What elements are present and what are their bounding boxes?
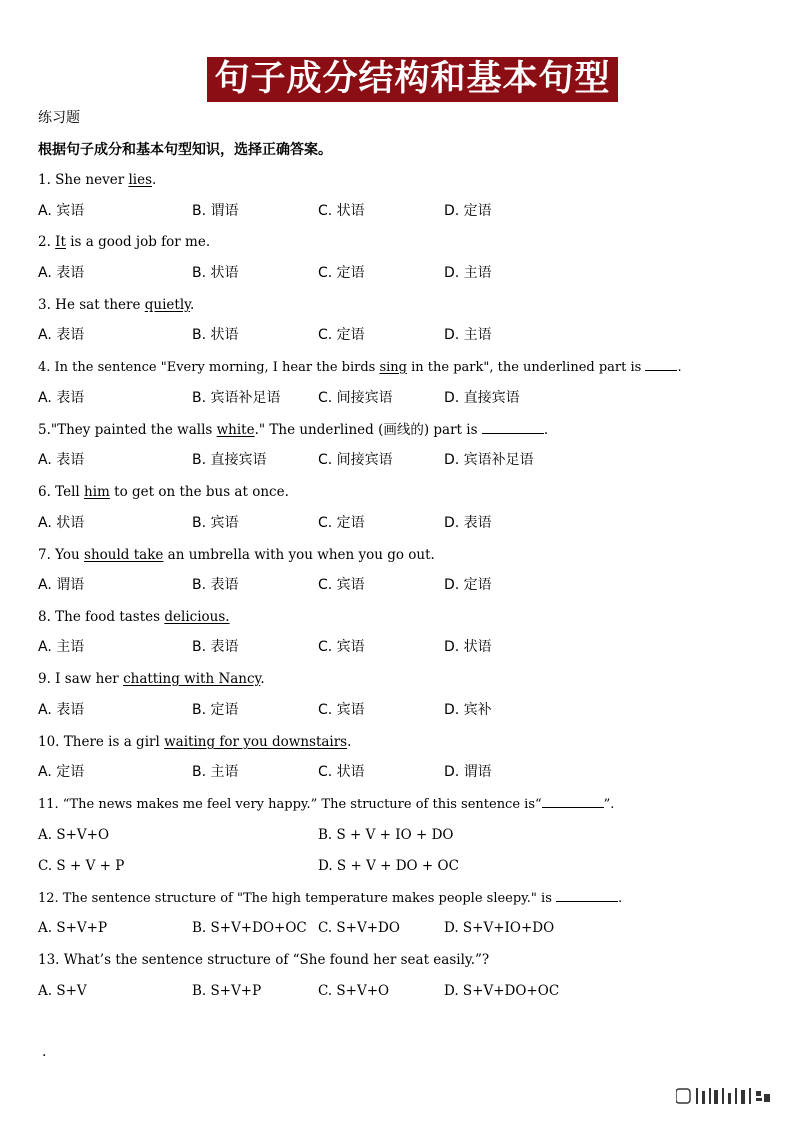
option-a[interactable]: A. S+V [38, 983, 87, 999]
option-c[interactable]: C. 间接宾语 [318, 390, 393, 406]
option-d[interactable]: D. 宾语补足语 [444, 452, 534, 468]
option-d[interactable]: D. S+V+DO+OC [444, 983, 560, 999]
option-b[interactable]: B. S + V + IO + DO [318, 827, 454, 843]
option-a[interactable]: A. 表语 [38, 702, 85, 718]
answer-blank[interactable] [542, 795, 604, 808]
option-d[interactable]: D. 主语 [444, 265, 492, 281]
option-d[interactable]: D. 直接宾语 [444, 390, 520, 406]
option-a[interactable]: A. 表语 [38, 265, 85, 281]
option-c[interactable]: C. 定语 [318, 515, 365, 531]
option-b[interactable]: B. S+V+DO+OC [192, 920, 307, 936]
option-d[interactable]: D. S + V + DO + OC [318, 858, 459, 874]
option-c[interactable]: C. 状语 [318, 203, 365, 219]
question-4: 4. In the sentence "Every morning, I hear the birds sing in the park", the underlined part is . [38, 360, 682, 375]
option-a[interactable]: A. 宾语 [38, 203, 85, 219]
underlined-part: white [216, 422, 255, 438]
option-b[interactable]: B. 定语 [192, 702, 239, 718]
underlined-part: him [84, 484, 110, 500]
option-d[interactable]: D. S+V+IO+DO [444, 920, 555, 936]
option-d[interactable]: D. 定语 [444, 577, 492, 593]
underlined-part: sing [379, 360, 407, 375]
option-c[interactable]: C. S+V+O [318, 983, 390, 999]
option-a[interactable]: A. 状语 [38, 515, 85, 531]
option-c[interactable]: C. 宾语 [318, 577, 365, 593]
answer-blank[interactable] [556, 889, 618, 902]
page-title: 句子成分结构和基本句型 [207, 57, 618, 102]
option-a[interactable]: A. 主语 [38, 639, 85, 655]
underlined-part: waiting for you downstairs [164, 734, 348, 750]
option-a[interactable]: A. 定语 [38, 764, 85, 780]
trailing-dot: . [42, 1044, 47, 1060]
question-5: 5."They painted the walls white." The underlined (画线的) part is . [38, 422, 549, 438]
watermark-logo [676, 1085, 772, 1107]
option-a[interactable]: A. S+V+O [38, 827, 110, 843]
question-6: 6. Tell him to get on the bus at once. [38, 484, 289, 500]
answer-blank[interactable] [482, 421, 544, 434]
subtitle: 练习题 [38, 110, 80, 126]
question-3: 3. He sat there quietly. [38, 297, 195, 313]
option-b[interactable]: B. 状语 [192, 265, 239, 281]
underlined-part: lies [128, 172, 153, 188]
option-d[interactable]: D. 状语 [444, 639, 492, 655]
option-d[interactable]: D. 定语 [444, 203, 492, 219]
option-a[interactable]: A. 表语 [38, 327, 85, 343]
option-d[interactable]: D. 表语 [444, 515, 492, 531]
option-c[interactable]: C. 宾语 [318, 639, 365, 655]
question-12: 12. The sentence structure of "The high temperature makes people sleepy." is . [38, 891, 623, 906]
option-b[interactable]: B. 表语 [192, 639, 239, 655]
option-b[interactable]: B. 直接宾语 [192, 452, 267, 468]
option-c[interactable]: C. 定语 [318, 265, 365, 281]
option-b[interactable]: B. 谓语 [192, 203, 239, 219]
underlined-part: delicious. [164, 609, 230, 625]
option-a[interactable]: A. 表语 [38, 390, 85, 406]
option-c[interactable]: C. 定语 [318, 327, 365, 343]
answer-blank[interactable] [645, 358, 677, 371]
underlined-part: should take [84, 547, 164, 563]
question-11: 11. “The news makes me feel very happy.” The structure of this sentence is“ ”. [38, 797, 615, 812]
option-a[interactable]: A. 表语 [38, 452, 85, 468]
option-b[interactable]: B. 宾语 [192, 515, 239, 531]
underlined-part: It [55, 234, 66, 250]
question-1: 1. She never lies. [38, 172, 157, 188]
option-c[interactable]: C. 间接宾语 [318, 452, 393, 468]
option-b[interactable]: B. S+V+P [192, 983, 262, 999]
option-c[interactable]: C. S + V + P [38, 858, 125, 874]
underlined-part: quietly [144, 297, 190, 313]
question-9: 9. I saw her chatting with Nancy. [38, 671, 265, 687]
option-d[interactable]: D. 宾补 [444, 702, 492, 718]
question-8: 8. The food tastes delicious. [38, 609, 230, 625]
question-2: 2. It is a good job for me. [38, 234, 211, 250]
question-7: 7. You should take an umbrella with you when you go out. [38, 547, 435, 563]
option-a[interactable]: A. S+V+P [38, 920, 108, 936]
option-c[interactable]: C. S+V+DO [318, 920, 400, 936]
option-b[interactable]: B. 主语 [192, 764, 239, 780]
option-d[interactable]: D. 谓语 [444, 764, 492, 780]
instructions: 根据句子成分和基本句型知识，选择正确答案。 [38, 142, 332, 158]
option-c[interactable]: C. 宾语 [318, 702, 365, 718]
option-b[interactable]: B. 状语 [192, 327, 239, 343]
option-b[interactable]: B. 表语 [192, 577, 239, 593]
option-a[interactable]: A. 谓语 [38, 577, 85, 593]
option-d[interactable]: D. 主语 [444, 327, 492, 343]
option-c[interactable]: C. 状语 [318, 764, 365, 780]
question-10: 10. There is a girl waiting for you downstairs. [38, 734, 352, 750]
question-13: 13. What’s the sentence structure of “She found her seat easily.”? [38, 952, 490, 968]
underlined-part: chatting with Nancy [123, 671, 261, 687]
option-b[interactable]: B. 宾语补足语 [192, 390, 281, 406]
